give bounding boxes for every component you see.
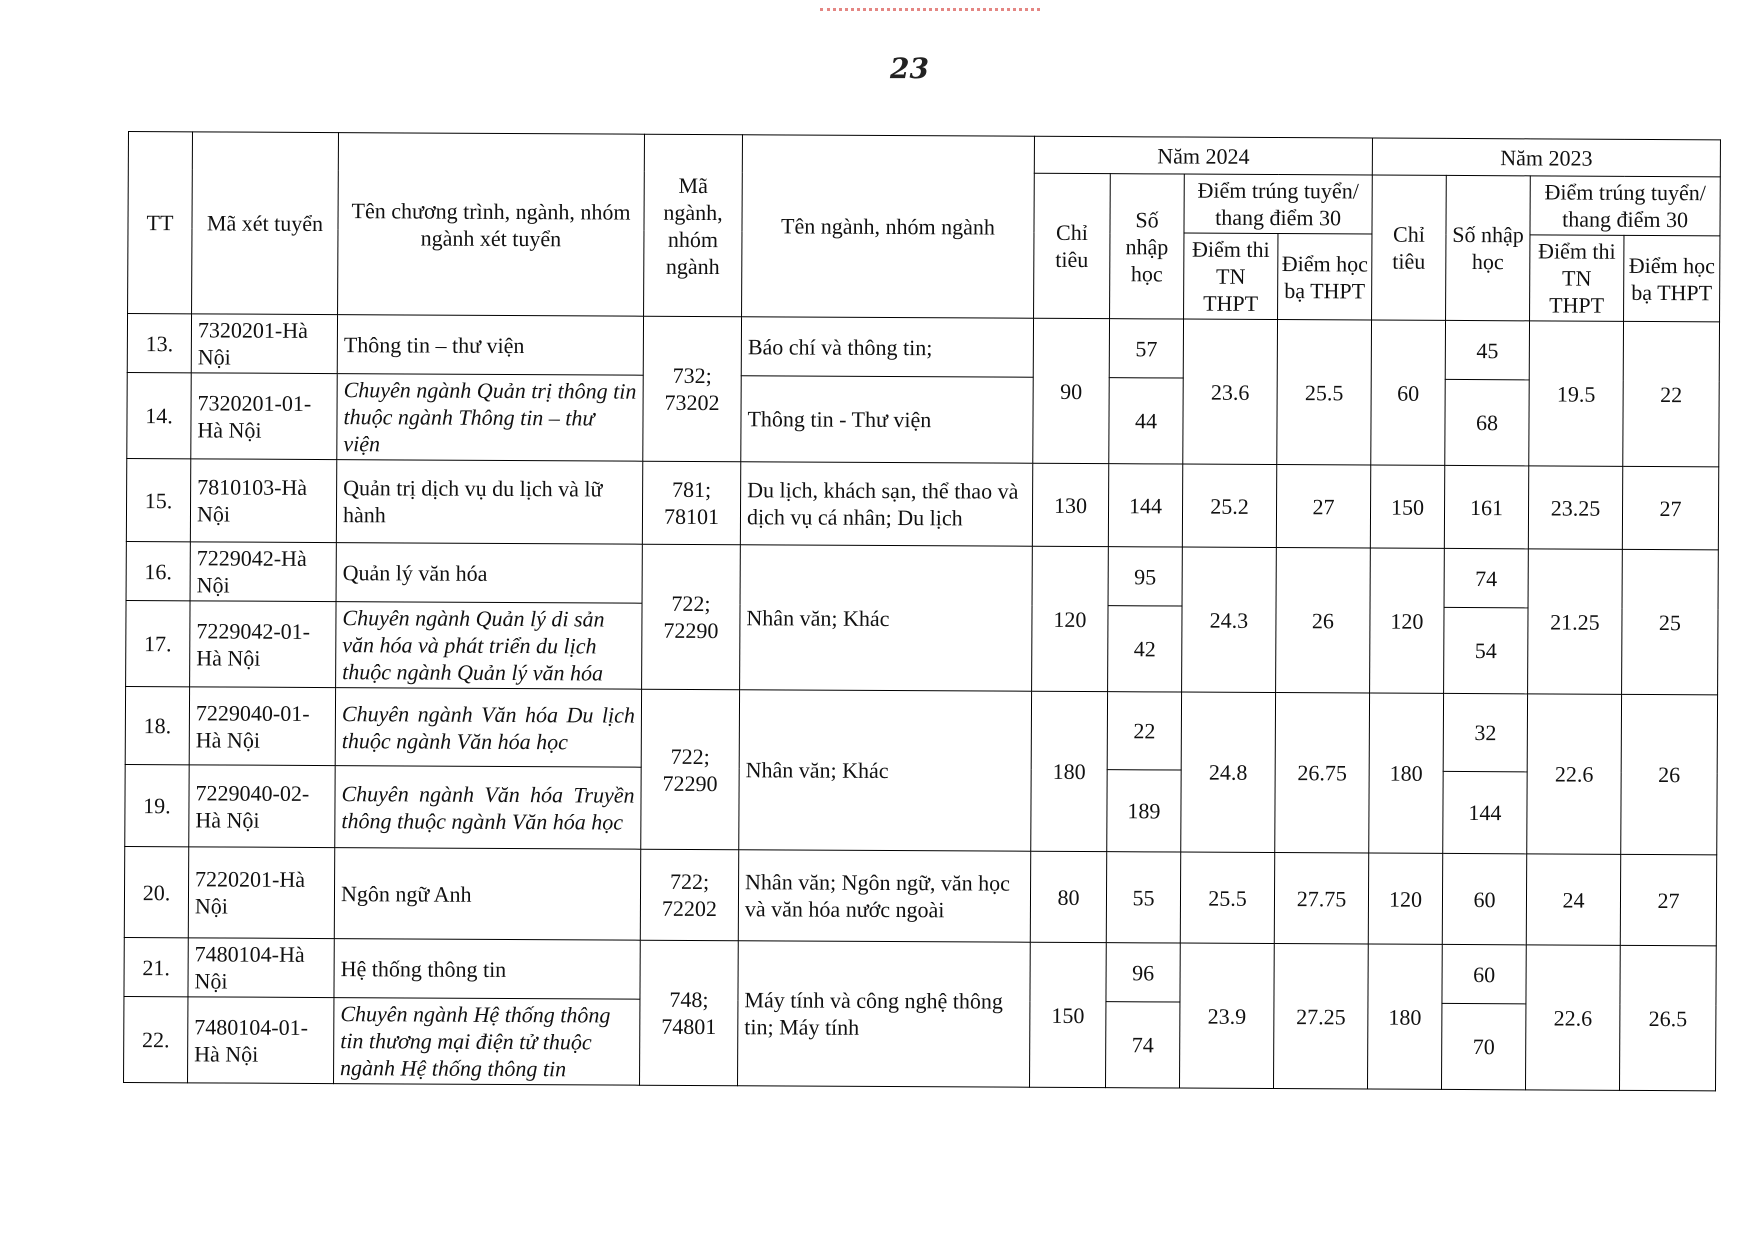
table-row — [125, 686, 1717, 772]
row-ma-xet-tuyen: 7229040-01-Hà Nội — [189, 687, 335, 766]
group-chi-tieu-2024: 150 — [1030, 942, 1107, 1087]
row-so-nhap-hoc-2024: 42 — [1108, 606, 1182, 692]
row-tt: 20. — [124, 846, 188, 937]
header-diem-trung-tuyen-2023: Điểm trúng tuyển/ thang điểm 30 — [1530, 176, 1720, 236]
group-ma-nganh: 722; 72290 — [641, 689, 740, 850]
header-chi-tieu-2023: Chỉ tiêu — [1372, 175, 1447, 320]
header-ten-nganh: Tên ngành, nhóm ngành — [742, 135, 1035, 319]
header-diem-trung-tuyen-2024: Điểm trúng tuyển/ thang điểm 30 — [1184, 174, 1372, 234]
row-ten-chuong-trinh: Quản lý văn hóa — [336, 543, 642, 604]
group-ma-nganh: 781; 78101 — [642, 461, 740, 545]
group-chi-tieu-2023: 60 — [1371, 320, 1446, 465]
row-tt: 14. — [127, 372, 191, 458]
group-chi-tieu-2023: 180 — [1368, 944, 1443, 1089]
row-so-nhap-hoc-2024: 44 — [1109, 378, 1183, 464]
row-tt: 17. — [126, 600, 190, 686]
group-ma-nganh: 722; 72290 — [642, 544, 741, 690]
row-ma-xet-tuyen: 7229040-02-Hà Nội — [189, 765, 335, 848]
group-ma-nganh: 748; 74801 — [640, 940, 739, 1086]
page-number: 23 — [890, 52, 929, 85]
row-ten-chuong-trinh: Chuyên ngành Quản lý di sản văn hóa và phát triển du lịch thuộc ngành Quản lý văn hóa — [336, 602, 642, 690]
group-ten-nganh: Báo chí và thông tin; — [741, 317, 1033, 378]
group-diem-thi-tn-2024: 25.2 — [1182, 464, 1276, 547]
row-so-nhap-hoc-2024: 96 — [1106, 943, 1180, 1002]
red-stamp-mark — [820, 0, 1040, 11]
row-tt: 22. — [124, 996, 188, 1082]
row-ma-xet-tuyen: 7229042-01-Hà Nội — [190, 601, 336, 688]
group-ten-nganh: Nhân văn; Khác — [739, 690, 1032, 852]
row-so-nhap-hoc-2024: 74 — [1106, 1002, 1180, 1088]
row-so-nhap-hoc-2023: 74 — [1444, 548, 1528, 607]
row-so-nhap-hoc-2024: 95 — [1108, 547, 1182, 606]
table-row — [126, 541, 1718, 608]
row-ma-xet-tuyen: 7480104-01-Hà Nội — [188, 997, 334, 1084]
row-so-nhap-hoc-2023: 54 — [1444, 607, 1528, 693]
row-tt: 18. — [125, 686, 189, 764]
row-ten-chuong-trinh: Hệ thống thông tin — [334, 939, 640, 1000]
row-ten-chuong-trinh: Ngôn ngữ Anh — [334, 848, 640, 941]
group-diem-hoc-ba-2023: 25 — [1622, 549, 1719, 695]
group-chi-tieu-2024: 90 — [1033, 318, 1110, 463]
row-so-nhap-hoc-2023: 70 — [1442, 1003, 1526, 1089]
group-chi-tieu-2023: 120 — [1370, 548, 1445, 693]
group-diem-hoc-ba-2024: 27.25 — [1274, 944, 1369, 1089]
header-so-nhap-hoc-2023: Số nhập học — [1446, 175, 1531, 320]
group-diem-hoc-ba-2024: 27.75 — [1274, 853, 1368, 944]
header-ten-chuong-trinh: Tên chương trình, ngành, nhóm ngành xét tuyển — [338, 133, 645, 317]
row-ma-xet-tuyen: 7810103-Hà Nội — [190, 459, 336, 543]
row-tt: 19. — [125, 764, 189, 846]
group-diem-thi-tn-2024: 24.8 — [1181, 692, 1276, 852]
row-so-nhap-hoc-2023: 60 — [1442, 944, 1526, 1003]
group-chi-tieu-2024: 180 — [1031, 691, 1108, 851]
row-ten-chuong-trinh: Quản trị dịch vụ du lịch và lữ hành — [336, 460, 642, 545]
row-tt: 21. — [124, 937, 188, 996]
admission-table — [123, 131, 1721, 1091]
group-diem-thi-tn-2024: 23.9 — [1180, 943, 1275, 1088]
header-nam-2024: Năm 2024 — [1034, 136, 1372, 175]
table-row — [126, 458, 1718, 549]
group-diem-thi-tn-2023: 24 — [1526, 854, 1620, 945]
row-tt: 15. — [126, 458, 190, 541]
group-diem-thi-tn-2023: 22.6 — [1527, 694, 1622, 854]
row-so-nhap-hoc-2023: 45 — [1445, 320, 1529, 379]
header-diem-hoc-ba-2024: Điểm học bạ THPT — [1278, 234, 1372, 320]
row-tt: 13. — [127, 314, 191, 373]
group-diem-hoc-ba-2024: 26 — [1276, 548, 1371, 693]
row-ten-chuong-trinh: Chuyên ngành Văn hóa Truyền thông thuộc ngành Văn hóa học — [335, 766, 641, 850]
row-so-nhap-hoc-2024: 189 — [1107, 770, 1181, 852]
row-ma-xet-tuyen: 7220201-Hà Nội — [188, 847, 334, 939]
table-row — [127, 314, 1719, 381]
group-diem-thi-tn-2024: 23.6 — [1183, 319, 1278, 464]
group-diem-thi-tn-2023: 19.5 — [1529, 321, 1624, 466]
row-so-nhap-hoc-2023: 144 — [1443, 771, 1527, 853]
row-so-nhap-hoc-2023: 68 — [1445, 379, 1529, 465]
group-chi-tieu-2023: 150 — [1370, 465, 1444, 548]
header-ma-xet-tuyen: Mã xét tuyển — [192, 132, 339, 315]
group-diem-hoc-ba-2023: 22 — [1623, 321, 1720, 467]
group-chi-tieu-2023: 120 — [1368, 853, 1442, 944]
group-diem-hoc-ba-2023: 26 — [1621, 694, 1718, 855]
group-diem-hoc-ba-2024: 26.75 — [1275, 693, 1370, 853]
row-so-nhap-hoc-2024: 55 — [1106, 852, 1180, 943]
row-so-nhap-hoc-2024: 57 — [1109, 319, 1183, 378]
group-diem-thi-tn-2023: 23.25 — [1528, 466, 1622, 549]
group-diem-hoc-ba-2024: 25.5 — [1277, 320, 1372, 465]
row-tt: 16. — [126, 541, 190, 600]
table-row — [124, 937, 1716, 1004]
header-diem-thi-tn-2024: Điểm thi TN THPT — [1184, 233, 1278, 319]
table-row — [127, 372, 1719, 466]
row-ten-chuong-trinh: Chuyên ngành Quản trị thông tin thuộc ngành Thông tin – thư viện — [337, 374, 643, 462]
group-diem-thi-tn-2023: 22.6 — [1526, 945, 1621, 1090]
group-diem-thi-tn-2024: 25.5 — [1180, 852, 1274, 943]
group-chi-tieu-2024: 130 — [1032, 463, 1108, 546]
group-diem-thi-tn-2024: 24.3 — [1182, 547, 1277, 692]
row-so-nhap-hoc-2024: 22 — [1107, 692, 1181, 770]
group-diem-hoc-ba-2024: 27 — [1276, 465, 1370, 548]
header-chi-tieu-2024: Chỉ tiêu — [1034, 173, 1111, 318]
row-so-nhap-hoc-2023: 32 — [1443, 693, 1527, 771]
row-so-nhap-hoc-2024: 144 — [1108, 464, 1182, 547]
row-so-nhap-hoc-2023: 161 — [1444, 465, 1528, 548]
group-chi-tieu-2024: 120 — [1032, 546, 1109, 691]
header-so-nhap-hoc-2024: Số nhập học — [1110, 174, 1185, 319]
group-ten-nganh: Du lịch, khách sạn, thể thao và dịch vụ cá nhân; Du lịch — [740, 462, 1032, 547]
group-diem-hoc-ba-2023: 27 — [1622, 466, 1718, 550]
group-chi-tieu-2024: 80 — [1030, 851, 1106, 942]
header-diem-thi-tn-2023: Điểm thi TN THPT — [1530, 235, 1624, 321]
row-ma-xet-tuyen: 7320201-01-Hà Nội — [191, 373, 337, 460]
group-diem-thi-tn-2023: 21.25 — [1528, 549, 1623, 694]
row-ten-chuong-trinh: Thông tin – thư viện — [337, 315, 643, 376]
group-ten-nganh: Nhân văn; Khác — [740, 545, 1033, 692]
group-ten-nganh: Thông tin - Thư viện — [741, 376, 1033, 464]
row-ma-xet-tuyen: 7229042-Hà Nội — [190, 542, 336, 602]
group-ten-nganh: Máy tính và công nghệ thông tin; Máy tính — [738, 941, 1031, 1088]
table-row — [124, 846, 1716, 945]
header-tt: TT — [128, 132, 193, 314]
row-ma-xet-tuyen: 7480104-Hà Nội — [188, 938, 334, 998]
group-ten-nganh: Nhân văn; Ngôn ngữ, văn học và văn hóa nước ngoài — [738, 850, 1030, 943]
row-ma-xet-tuyen: 7320201-Hà Nội — [191, 314, 337, 374]
group-diem-hoc-ba-2023: 27 — [1620, 854, 1716, 946]
row-ten-chuong-trinh: Chuyên ngành Hệ thống thông tin thương mại điện tử thuộc ngành Hệ thống thông tin — [334, 998, 640, 1086]
group-ma-nganh: 722; 72202 — [640, 849, 738, 941]
header-diem-hoc-ba-2023: Điểm học bạ THPT — [1624, 235, 1720, 322]
row-ten-chuong-trinh: Chuyên ngành Văn hóa Du lịch thuộc ngành Văn hóa học — [335, 688, 641, 768]
group-chi-tieu-2023: 180 — [1369, 693, 1444, 853]
header-nam-2023: Năm 2023 — [1372, 138, 1720, 177]
group-ma-nganh: 732; 73202 — [643, 316, 742, 462]
row-so-nhap-hoc-2023: 60 — [1442, 853, 1526, 944]
group-diem-hoc-ba-2023: 26.5 — [1620, 945, 1717, 1091]
header-ma-nganh: Mã ngành, nhóm ngành — [644, 134, 743, 317]
